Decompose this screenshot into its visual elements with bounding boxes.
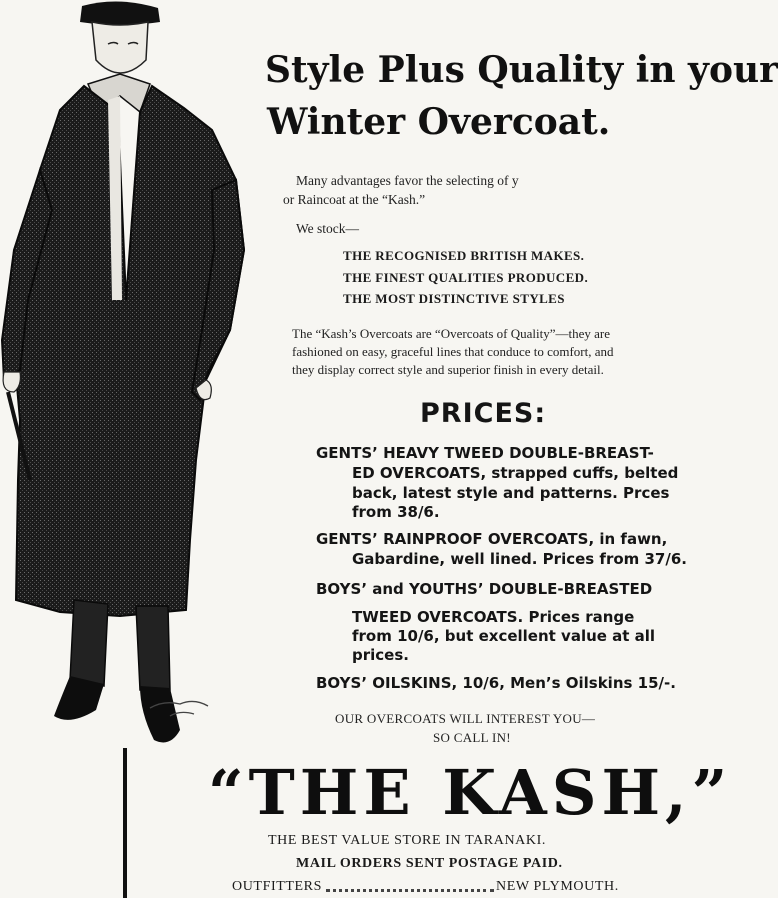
headline-line-1: Style Plus Quality in your [265,49,778,91]
outfitters-label: OUTFITTERS [232,879,322,894]
price-item-line: BOYS’ OILSKINS, 10/6, Men’s Oilskins 15/-. [316,674,676,692]
store-tagline: THE BEST VALUE STORE IN TARANAKI. [268,833,546,848]
dotted-leader [326,889,494,892]
headline-line-2: Winter Overcoat. [267,101,611,143]
mail-orders-line: MAIL ORDERS SENT POSTAGE PAID. [296,856,563,871]
store-location: NEW PLYMOUTH. [496,879,619,894]
price-item-line: BOYS’ and YOUTHS’ DOUBLE-BREASTED [316,580,653,598]
man-in-overcoat-illustration [0,0,250,760]
call-to-action-line-2: SO CALL IN! [433,730,511,745]
price-item-line: back, latest style and patterns. Prces [352,484,670,502]
quality-line-3: they display correct style and superior finish in every detail. [292,362,604,377]
price-item-line: Gabardine, well lined. Prices from 37/6. [352,550,687,568]
price-item-line: from 38/6. [352,503,440,521]
quality-line-1: The “Kash’s Overcoats are “Overcoats of Quality”—they are [292,326,610,341]
column-rule [123,748,127,898]
price-item-line: prices. [352,646,409,664]
price-item-line: TWEED OVERCOATS. Prices range [352,608,635,626]
stock-item: THE FINEST QUALITIES PRODUCED. [343,270,589,285]
price-item-line: GENTS’ RAINPROOF OVERCOATS, in fawn, [316,530,668,548]
prices-heading: PRICES: [420,398,547,429]
stock-item: THE MOST DISTINCTIVE STYLES [343,291,565,306]
stock-label: We stock— [296,221,360,236]
price-item-line: GENTS’ HEAVY TWEED DOUBLE-BREAST- [316,444,654,462]
call-to-action-line-1: OUR OVERCOATS WILL INTEREST YOU— [335,711,596,726]
intro-line-1: Many advantages favor the selecting of y [296,173,519,188]
stock-item: THE RECOGNISED BRITISH MAKES. [343,248,585,263]
intro-line-2: or Raincoat at the “Kash.” [283,192,426,207]
price-item-line: from 10/6, but excellent value at all [352,627,656,645]
store-name: “THE KASH,” [208,756,733,829]
price-item-line: ED OVERCOATS, strapped cuffs, belted [352,464,679,482]
quality-line-2: fashioned on easy, graceful lines that conduce to comfort, and [292,344,614,359]
